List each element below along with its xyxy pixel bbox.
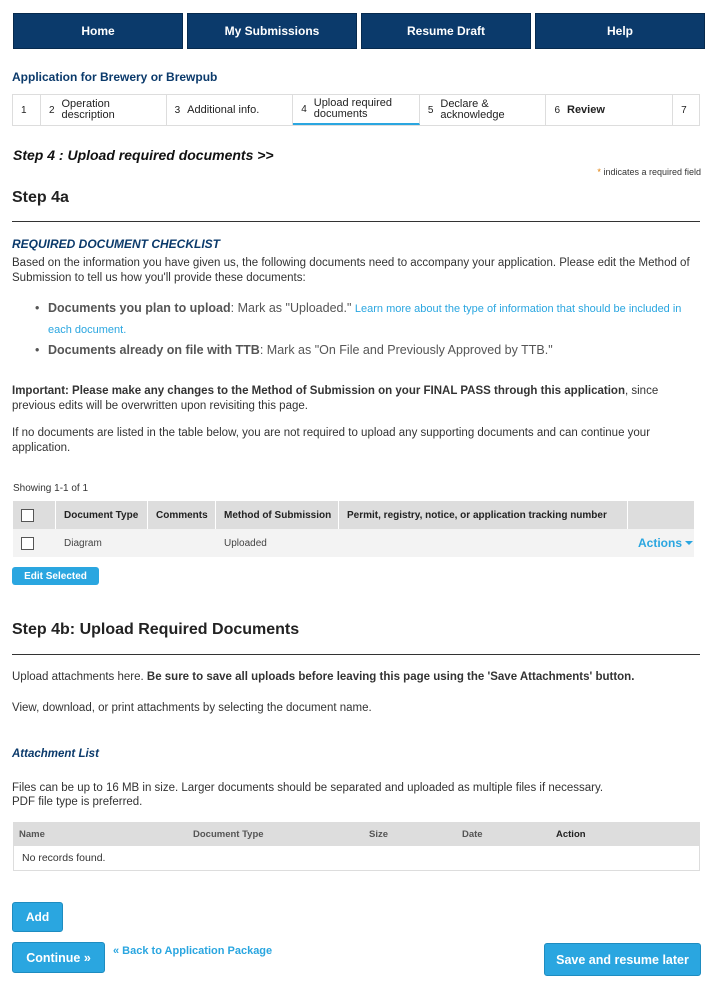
bullet-upload: • Documents you plan to upload: Mark as "Uploaded." Learn more about the type of information that should be included in each document. [35, 298, 700, 340]
row-checkbox[interactable] [21, 537, 34, 550]
required-field-note: * indicates a required field [597, 167, 701, 177]
step-4[interactable]: 4 Upload required documents [293, 95, 420, 125]
file-size-note: Files can be up to 16 MB in size. Larger documents should be separated and uploaded as multiple files if necessary. [12, 782, 604, 794]
actions-menu[interactable]: Actions [628, 529, 694, 557]
col-action: Action [556, 829, 586, 840]
col-size: Size [369, 829, 389, 840]
back-to-package-link[interactable]: « Back to Application Package [113, 945, 273, 957]
bullet-on-file: • Documents already on file with TTB: Mark as "On File and Previously Approved by TTB." [35, 340, 700, 360]
continue-button[interactable]: Continue » [12, 942, 105, 973]
page-heading: Step 4 : Upload required documents >> [13, 147, 274, 163]
step-4a-heading: Step 4a [12, 189, 69, 206]
col-date: Date [462, 829, 483, 840]
checklist-bullets [35, 298, 700, 360]
checklist-intro: Based on the information you have given us, the following documents need to accompany your application. Please edit the Method of Submission to tell us how you'll provide these documents: [12, 257, 690, 284]
attachment-table-header [14, 823, 699, 846]
select-all-checkbox[interactable] [21, 509, 34, 522]
divider [12, 654, 700, 655]
edit-selected-button[interactable]: Edit Selected [12, 567, 99, 585]
step-6[interactable]: 6 Review [546, 95, 673, 125]
no-docs-note: If no documents are listed in the table below, you are not required to upload any supporting documents and can continue your application. [12, 427, 651, 454]
table-header [13, 501, 694, 529]
step-4b-heading: Step 4b: Upload Required Documents [12, 621, 300, 638]
step-7[interactable]: 7 [681, 104, 687, 116]
col-document-type: Document Type [193, 829, 264, 840]
nav-help[interactable]: Help [535, 13, 705, 49]
step-5[interactable]: 5 Declare & acknowledge [420, 95, 547, 125]
attachment-list-title: Attachment List [12, 748, 99, 760]
file-type-note: PDF file type is preferred. [12, 796, 143, 808]
upload-instructions: Upload attachments here. Be sure to save all uploads before leaving this page using the 'Save Attachments' button. [12, 671, 635, 683]
col-name: Name [19, 829, 45, 840]
view-instructions: View, download, or print attachments by selecting the document name. [12, 702, 372, 714]
application-title: Application for Brewery or Brewpub [12, 70, 218, 84]
empty-message: No records found. [22, 852, 106, 864]
important-note: Important: Please make any changes to the Method of Submission on your FINAL PASS through this application, since previous edits will be overwritten upon revisiting this page. [12, 385, 659, 412]
nav-my-submissions[interactable]: My Submissions [187, 13, 357, 49]
step-2[interactable]: 2 Operation description [41, 95, 167, 125]
nav-resume-draft[interactable]: Resume Draft [361, 13, 531, 49]
divider [12, 221, 700, 222]
col-comments: Comments [148, 501, 216, 529]
table-row: Diagram Uploaded Actions [13, 529, 694, 557]
nav-home[interactable]: Home [13, 13, 183, 49]
chevron-down-icon [684, 539, 694, 547]
top-nav [13, 13, 705, 49]
save-resume-later-button[interactable]: Save and resume later [544, 943, 701, 976]
add-button[interactable]: Add [12, 902, 63, 932]
learn-more-link[interactable]: Learn more about the type of information that should be included in each document. [48, 303, 682, 336]
col-method: Method of Submission [216, 501, 339, 529]
checklist-title: REQUIRED DOCUMENT CHECKLIST [12, 237, 221, 251]
document-table [13, 501, 694, 557]
pagination-info: Showing 1-1 of 1 [13, 483, 89, 494]
attachment-table [13, 822, 700, 871]
col-permit: Permit, registry, notice, or application tracking number [339, 501, 628, 529]
step-3[interactable]: 3 Additional info. [167, 95, 294, 125]
step-1[interactable]: 1 [13, 95, 41, 125]
step-progress [12, 94, 700, 126]
col-document-type: Document Type [56, 501, 148, 529]
